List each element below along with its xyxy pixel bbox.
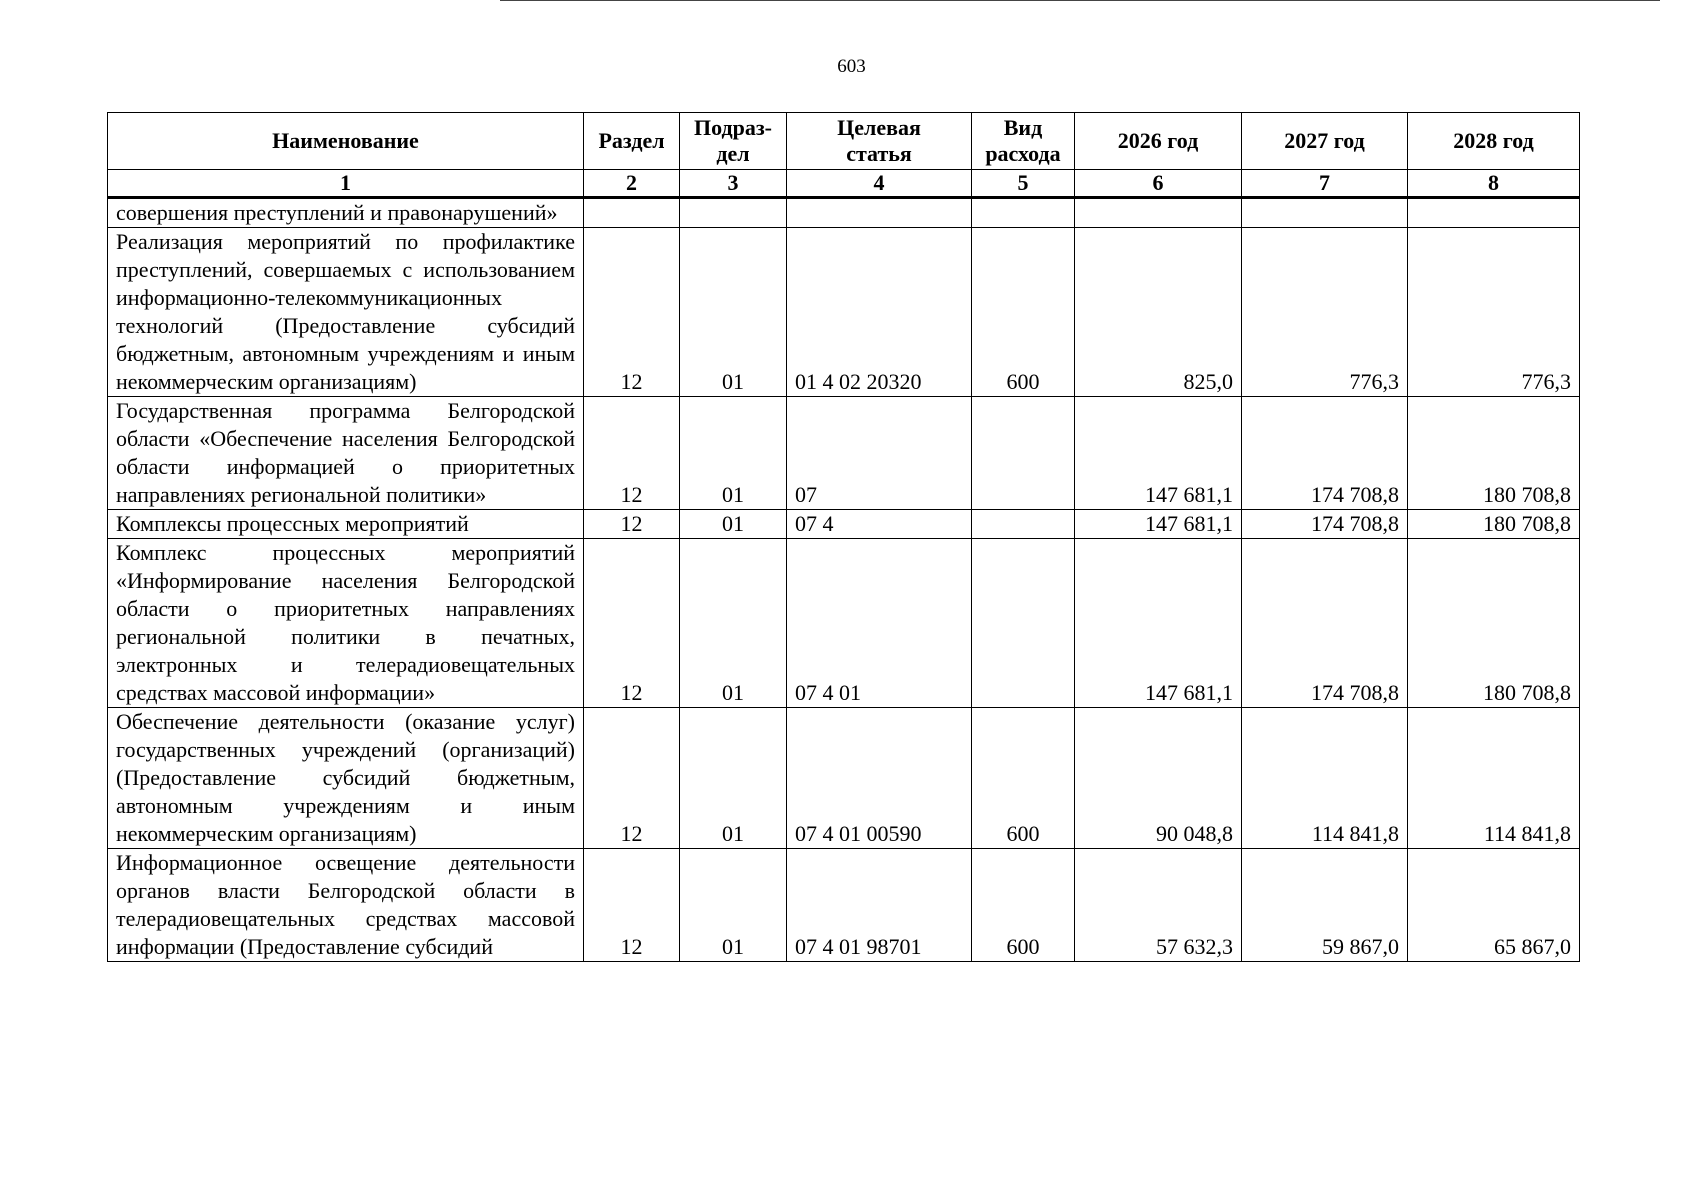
row-podrazdel: 01 xyxy=(680,228,787,397)
row-name: Государственная программа Белгородской области «Обеспечение населения Белгородской области информацией о приоритетных направлениях региональной политики» xyxy=(108,397,584,510)
table-row xyxy=(108,397,1580,510)
header-name: Наименование xyxy=(108,113,584,170)
row-vid xyxy=(972,539,1075,708)
row-name: Реализация мероприятий по профилактике преступлений, совершаемых с использованием информационно-телекоммуникационных технологий (Предоставление субсидий бюджетным, автономным учреждениям и иным некоммерческим организациям) xyxy=(108,228,584,397)
row-vid xyxy=(972,510,1075,539)
row-podrazdel: 01 xyxy=(680,849,787,962)
header-podrazdel: Подраз- дел xyxy=(680,113,787,170)
row-2027: 59 867,0 xyxy=(1242,849,1408,962)
row-2028: 180 708,8 xyxy=(1408,510,1580,539)
row-vid: 600 xyxy=(972,708,1075,849)
row-statya: 07 4 01 98701 xyxy=(787,849,972,962)
column-number: 4 xyxy=(787,170,972,198)
column-number: 6 xyxy=(1075,170,1242,198)
column-number: 5 xyxy=(972,170,1075,198)
row-razdel: 12 xyxy=(584,539,680,708)
row-name: Информационное освещение деятельности органов власти Белгородской области в телерадиовещательных средствах массовой информации (Предоставление субсидий xyxy=(108,849,584,962)
row-statya: 01 4 02 20320 xyxy=(787,228,972,397)
scan-top-edge xyxy=(500,0,1660,1)
table-row xyxy=(108,539,1580,708)
row-vid xyxy=(972,198,1075,228)
row-statya xyxy=(787,198,972,228)
table-row xyxy=(108,849,1580,962)
row-razdel xyxy=(584,198,680,228)
row-statya: 07 xyxy=(787,397,972,510)
row-name: Комплексы процессных мероприятий xyxy=(108,510,584,539)
row-2028: 776,3 xyxy=(1408,228,1580,397)
row-razdel: 12 xyxy=(584,228,680,397)
table-row xyxy=(108,510,1580,539)
row-2026: 825,0 xyxy=(1075,228,1242,397)
row-2027: 174 708,8 xyxy=(1242,539,1408,708)
row-2027: 114 841,8 xyxy=(1242,708,1408,849)
row-statya: 07 4 xyxy=(787,510,972,539)
table-row xyxy=(108,228,1580,397)
page-number: 603 xyxy=(837,56,866,77)
row-2026: 90 048,8 xyxy=(1075,708,1242,849)
header-row xyxy=(108,113,1580,170)
row-2026: 57 632,3 xyxy=(1075,849,1242,962)
row-vid: 600 xyxy=(972,849,1075,962)
row-razdel: 12 xyxy=(584,510,680,539)
header-2026: 2026 год xyxy=(1075,113,1242,170)
row-razdel: 12 xyxy=(584,849,680,962)
row-statya: 07 4 01 00590 xyxy=(787,708,972,849)
row-2028 xyxy=(1408,198,1580,228)
table-row xyxy=(108,198,1580,228)
column-number-row xyxy=(108,170,1580,198)
budget-table xyxy=(107,112,1580,962)
row-2026: 147 681,1 xyxy=(1075,539,1242,708)
row-vid xyxy=(972,397,1075,510)
row-name: совершения преступлений и правонарушений» xyxy=(108,198,584,228)
row-2027: 174 708,8 xyxy=(1242,397,1408,510)
row-2026: 147 681,1 xyxy=(1075,510,1242,539)
row-podrazdel: 01 xyxy=(680,539,787,708)
row-podrazdel xyxy=(680,198,787,228)
row-name: Комплекс процессных мероприятий «Информирование населения Белгородской области о приоритетных направлениях региональной политики в печатных, электронных и телерадиовещательных средствах массовой информации» xyxy=(108,539,584,708)
row-podrazdel: 01 xyxy=(680,510,787,539)
row-2026 xyxy=(1075,198,1242,228)
header-razdel: Раздел xyxy=(584,113,680,170)
row-podrazdel: 01 xyxy=(680,708,787,849)
row-2028: 180 708,8 xyxy=(1408,539,1580,708)
column-number: 3 xyxy=(680,170,787,198)
row-razdel: 12 xyxy=(584,708,680,849)
row-2027 xyxy=(1242,198,1408,228)
row-vid: 600 xyxy=(972,228,1075,397)
header-statya: Целевая статья xyxy=(787,113,972,170)
column-number: 2 xyxy=(584,170,680,198)
table-header xyxy=(108,113,1580,198)
row-2027: 776,3 xyxy=(1242,228,1408,397)
row-2028: 114 841,8 xyxy=(1408,708,1580,849)
row-2026: 147 681,1 xyxy=(1075,397,1242,510)
table-row xyxy=(108,708,1580,849)
row-podrazdel: 01 xyxy=(680,397,787,510)
row-razdel: 12 xyxy=(584,397,680,510)
row-2028: 180 708,8 xyxy=(1408,397,1580,510)
header-vid: Вид расхода xyxy=(972,113,1075,170)
row-name: Обеспечение деятельности (оказание услуг) государственных учреждений (организаций) (Предоставление субсидий бюджетным, автономным учреждениям и иным некоммерческим организациям) xyxy=(108,708,584,849)
row-2028: 65 867,0 xyxy=(1408,849,1580,962)
header-2028: 2028 год xyxy=(1408,113,1580,170)
column-number: 7 xyxy=(1242,170,1408,198)
column-number: 8 xyxy=(1408,170,1580,198)
table-body xyxy=(108,198,1580,962)
column-number: 1 xyxy=(108,170,584,198)
header-2027: 2027 год xyxy=(1242,113,1408,170)
row-statya: 07 4 01 xyxy=(787,539,972,708)
row-2027: 174 708,8 xyxy=(1242,510,1408,539)
